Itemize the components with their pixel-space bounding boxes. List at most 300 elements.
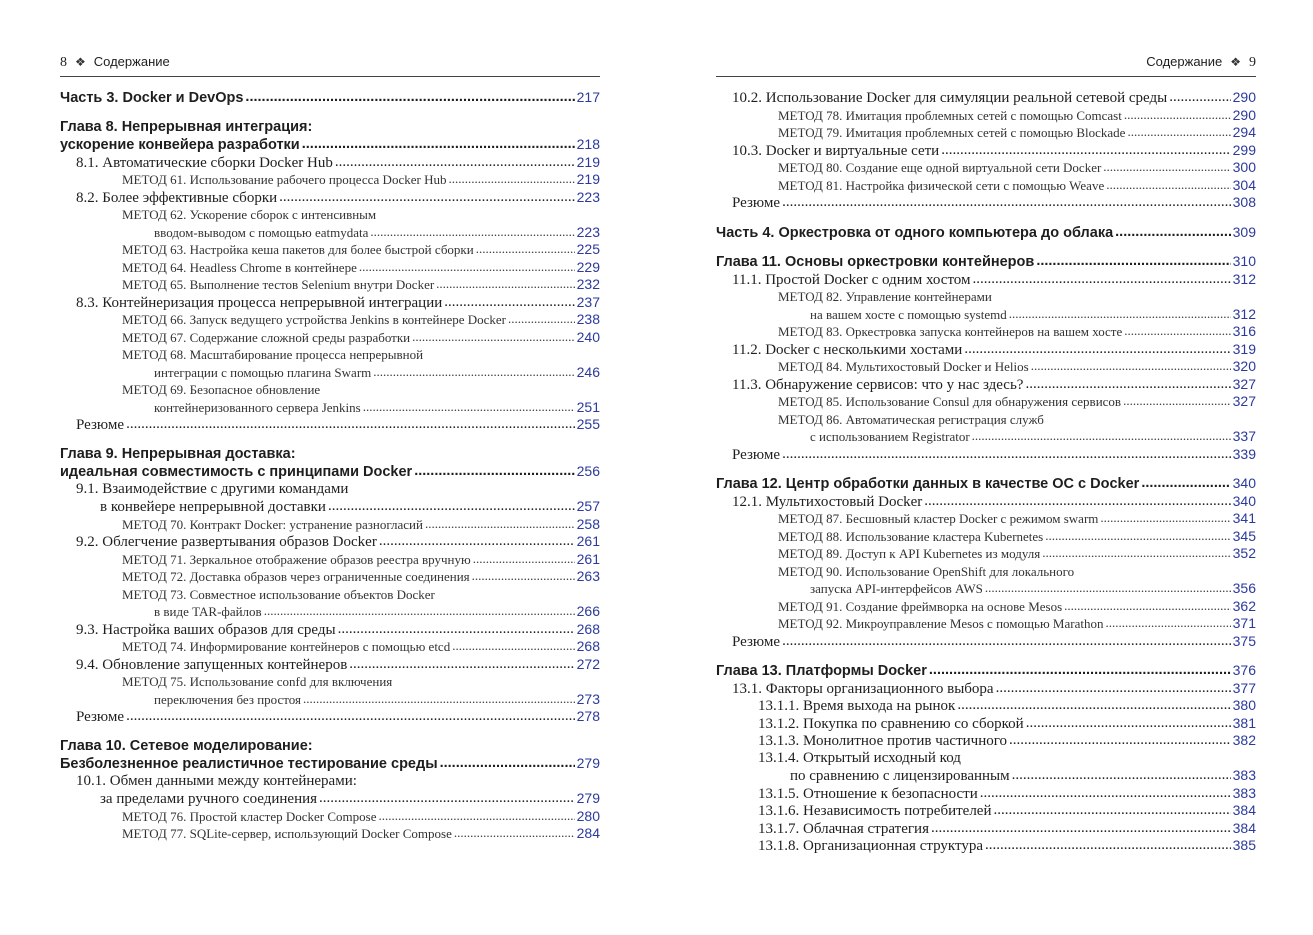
toc-entry-title: запуска API-интерфейсов AWS	[810, 581, 983, 596]
dot-leader	[1115, 224, 1230, 242]
toc-entry-title: 8.2. Более эффективные сборки	[76, 189, 278, 206]
toc-page-number[interactable]: 257	[576, 498, 600, 514]
toc-entry-sec2[interactable]	[716, 750, 1256, 785]
toc-entry-title: МЕТОД 91. Создание фреймворка на основе Mesos	[778, 598, 1063, 614]
toc-page-number[interactable]: 268	[576, 638, 600, 654]
toc-page-number[interactable]: 383	[1232, 767, 1256, 783]
toc-entry-title: МЕТОД 78. Имитация проблемных сетей с помощью Comcast	[778, 107, 1122, 123]
dot-leader	[472, 567, 575, 585]
toc-entry-title: 8.1. Автоматические сборки Docker Hub	[76, 154, 333, 171]
dot-leader	[452, 637, 574, 655]
toc-entry-title: 11.3. Обнаружение сервисов: что у нас здесь?	[732, 376, 1024, 393]
toc-entry-title: МЕТОД 72. Доставка образов через ограниченные соединения	[122, 569, 470, 584]
toc-page-number[interactable]: 261	[576, 550, 600, 567]
toc-page-number[interactable]: 278	[576, 708, 600, 724]
dot-leader	[373, 363, 574, 381]
toc-entry-title: ускорение конвейера разработки	[60, 137, 300, 153]
toc-entry-title: 13.1.1. Время выхода на рынок	[758, 698, 956, 714]
toc-entry-title: МЕТОД 71. Зеркальное отображение образов реестра вручную	[122, 551, 471, 567]
spacer	[60, 434, 600, 446]
toc-entry-title: 13.1.8. Организационная структура	[758, 838, 983, 854]
toc-page-number[interactable]: 304	[1232, 176, 1256, 193]
toc-page-number[interactable]: 341	[1232, 510, 1256, 526]
toc-entry-title-line: Глава 10. Сетевое моделирование:	[60, 737, 313, 754]
toc-entry-sec[interactable]	[716, 89, 1256, 107]
toc-entry-title: МЕТОД 80. Создание еще одной виртуальной сети Docker	[778, 160, 1102, 175]
dot-leader	[973, 271, 1231, 289]
dot-leader	[1042, 544, 1230, 562]
dot-leader	[370, 223, 574, 241]
dot-leader	[1105, 614, 1230, 632]
toc-entry-title: 13.1.7. Облачная стратегия	[758, 820, 929, 837]
toc-entry-title: МЕТОД 83. Оркестровка запуска контейнеров на вашем хосте	[778, 324, 1123, 339]
dot-leader	[379, 807, 575, 825]
toc-entry-title: 12.1. Мультихостовый Docker	[732, 493, 923, 510]
toc-page-number[interactable]: 251	[576, 398, 600, 415]
toc-entry-title: Глава 13. Платформы Docker	[716, 663, 927, 679]
toc-page-number[interactable]: 310	[1232, 253, 1256, 269]
toc-entry-meth[interactable]	[60, 171, 600, 189]
dot-leader	[1100, 509, 1230, 527]
toc-entry-meth[interactable]	[60, 586, 600, 621]
toc-page-number[interactable]: 299	[1232, 141, 1256, 158]
dot-leader	[1009, 305, 1231, 323]
dot-leader	[980, 785, 1231, 803]
toc-entry-meth[interactable]	[60, 638, 600, 656]
dot-leader	[1009, 732, 1231, 750]
toc-entry-title: 13.1.2. Покупка по сравнению со сборкой	[758, 715, 1024, 732]
toc-entry-title: МЕТОД 81. Настройка физической сети с помощью Weave	[778, 177, 1105, 193]
toc-entry-title: МЕТОД 92. Микроуправление Mesos с помощью Marathon	[778, 616, 1104, 631]
toc-entry-meth[interactable]	[60, 381, 600, 416]
toc-entry-title: за пределами ручного соединения	[100, 791, 318, 807]
dot-leader	[924, 493, 1230, 511]
dot-leader	[126, 708, 575, 726]
toc-page-number[interactable]: 340	[1232, 475, 1256, 491]
toc-entry-title: Глава 11. Основы оркестровки контейнеров	[716, 254, 1035, 270]
toc-entry-title: Резюме	[732, 446, 781, 463]
toc-entry-meth[interactable]	[716, 563, 1256, 598]
dot-leader	[1045, 527, 1230, 545]
toc-page-number[interactable]: 316	[1232, 323, 1256, 339]
toc-page-number[interactable]: 218	[576, 136, 600, 152]
toc-entry-title: МЕТОД 76. Простой кластер Docker Compose	[122, 808, 377, 824]
toc-entry-title: 8.3. Контейнеризация процесса непрерывной интеграции	[76, 294, 443, 311]
toc-entry-title-line: МЕТОД 69. Безопасное обновление	[122, 382, 321, 397]
toc-entry-title-line: 10.1. Обмен данными между контейнерами:	[76, 772, 357, 789]
toc-entry-title-line: МЕТОД 82. Управление контейнерами	[778, 289, 992, 304]
toc-entry-title: МЕТОД 67. Содержание сложной среды разработки	[122, 329, 411, 345]
toc-page-number[interactable]: 217	[576, 89, 600, 105]
toc-entry-title: Резюме	[732, 195, 781, 211]
toc-page-number[interactable]: 385	[1232, 837, 1256, 853]
toc-page-number[interactable]: 300	[1232, 159, 1256, 175]
dot-leader	[302, 136, 575, 154]
dot-leader	[454, 824, 575, 842]
toc-page-number[interactable]: 320	[1232, 358, 1256, 374]
toc-entry-title: 9.4. Обновление запущенных контейнеров	[76, 656, 348, 673]
toc-entry-sec[interactable]	[60, 189, 600, 207]
toc-entry-meth[interactable]	[60, 551, 600, 569]
toc-entry-title: МЕТОД 74. Информирование контейнеров с помощью etcd	[122, 639, 451, 654]
toc-entry-title: 10.3. Docker и виртуальные сети	[732, 142, 940, 159]
toc-entry-chap[interactable]	[716, 662, 1256, 680]
toc-entry-chap[interactable]	[716, 253, 1256, 271]
toc-entry-sec[interactable]	[716, 271, 1256, 289]
toc-entry-sec2[interactable]	[716, 697, 1256, 715]
toc-entry-meth[interactable]	[716, 393, 1256, 411]
spacer	[716, 241, 1256, 253]
toc-entry-part[interactable]	[716, 224, 1256, 242]
toc-page-number[interactable]: 272	[576, 655, 600, 672]
toc-entry-title-line: МЕТОД 73. Совместное использование объектов Docker	[122, 586, 435, 602]
toc-entry-title: МЕТОД 66. Запуск ведущего устройства Jenkins в контейнере Docker	[122, 312, 507, 327]
toc-entry-title: МЕТОД 85. Использование Consul для обнаружения сервисов	[778, 394, 1122, 409]
dot-leader	[436, 275, 574, 293]
toc-entry-title: Резюме	[732, 633, 781, 650]
dot-leader	[994, 802, 1231, 820]
toc-entry-sec[interactable]	[60, 294, 600, 312]
toc-page-number[interactable]: 383	[1232, 784, 1256, 801]
toc-page-number[interactable]: 279	[576, 755, 600, 771]
toc-entry-sec2[interactable]	[716, 837, 1256, 855]
toc-entry-sec[interactable]	[716, 493, 1256, 511]
toc-entry-title: на вашем хосте с помощью systemd	[810, 306, 1007, 322]
toc-entry-part[interactable]	[60, 89, 600, 107]
toc-page-number[interactable]: 339	[1232, 445, 1256, 462]
toc-entry-title: по сравнению с лицензированным	[790, 768, 1010, 784]
toc-entry-title-line: Глава 8. Непрерывная интеграция:	[60, 118, 313, 135]
toc-entry-title: в конвейере непрерывной доставки	[100, 499, 326, 515]
dot-leader	[931, 820, 1231, 838]
toc-entry-title-line: 9.1. Взаимодействие с другими командами	[76, 480, 349, 497]
toc-entry-title: МЕТОД 64. Headless Chrome в контейнере	[122, 259, 357, 275]
dot-leader	[349, 656, 574, 674]
toc-entry-meth[interactable]	[60, 808, 600, 826]
toc-entry-resume[interactable]	[716, 194, 1256, 212]
toc-page-number[interactable]: 371	[1232, 615, 1256, 631]
toc-entry-sec[interactable]	[60, 656, 600, 674]
toc-entry-sec2[interactable]	[716, 732, 1256, 750]
toc-right	[716, 89, 1256, 855]
dot-leader	[1036, 253, 1230, 271]
toc-page-number[interactable]: 219	[576, 153, 600, 170]
dot-leader	[1124, 106, 1231, 124]
toc-page-number[interactable]: 312	[1232, 270, 1256, 287]
toc-entry-meth[interactable]	[60, 329, 600, 347]
toc-entry-meth[interactable]	[60, 568, 600, 586]
toc-entry-sec[interactable]	[60, 154, 600, 172]
toc-page-number[interactable]: 232	[576, 276, 600, 292]
toc-entry-title-line: МЕТОД 75. Использование confd для включения	[122, 674, 393, 689]
toc-entry-meth[interactable]	[60, 516, 600, 534]
toc-entry-sec2[interactable]	[716, 715, 1256, 733]
toc-page-number[interactable]: 238	[576, 311, 600, 327]
diamond-ornament-icon: ❖	[75, 55, 86, 69]
toc-page-number[interactable]: 327	[1232, 375, 1256, 392]
page-number: 9	[1249, 55, 1256, 70]
dot-leader	[279, 189, 575, 207]
toc-entry-sec2[interactable]	[716, 802, 1256, 820]
toc-entry-title: 13.1. Факторы организационного выбора	[732, 680, 994, 697]
toc-page-number[interactable]: 279	[576, 790, 600, 806]
toc-entry-title: МЕТОД 70. Контракт Docker: устранение разногласий	[122, 516, 423, 532]
toc-entry-title: МЕТОД 61. Использование рабочего процесса Docker Hub	[122, 172, 447, 187]
dot-leader	[328, 498, 575, 516]
dot-leader	[476, 240, 575, 258]
toc-entry-sec[interactable]	[60, 533, 600, 551]
toc-entry-title: 9.2. Облегчение развертывания образов Docker	[76, 534, 377, 550]
toc-entry-sec[interactable]	[716, 376, 1256, 394]
toc-entry-meth[interactable]	[60, 346, 600, 381]
dot-leader	[1025, 376, 1230, 394]
toc-page-number[interactable]: 223	[576, 223, 600, 240]
toc-entry-sec[interactable]	[716, 680, 1256, 698]
toc-page-number[interactable]: 219	[576, 171, 600, 187]
diamond-ornament-icon: ❖	[1230, 55, 1241, 69]
toc-entry-sec[interactable]	[716, 341, 1256, 359]
dot-leader	[985, 579, 1231, 597]
toc-page-number[interactable]: 263	[576, 568, 600, 584]
dot-leader	[338, 621, 575, 639]
toc-entry-meth[interactable]	[716, 124, 1256, 142]
toc-entry-title: с использованием Registrator	[810, 429, 970, 444]
dot-leader	[1141, 475, 1230, 493]
toc-page-number[interactable]: 356	[1232, 580, 1256, 596]
toc-entry-title: МЕТОД 88. Использование кластера Kubernetes	[778, 528, 1044, 544]
toc-entry-sec[interactable]	[716, 142, 1256, 160]
toc-entry-title-line: МЕТОД 86. Автоматическая регистрация служб	[778, 411, 1044, 427]
toc-page-number[interactable]: 319	[1232, 340, 1256, 357]
toc-page-number[interactable]: 352	[1232, 545, 1256, 561]
toc-entry-title: 11.1. Простой Docker с одним хостом	[732, 271, 971, 288]
dot-leader	[444, 294, 574, 312]
dot-leader	[319, 790, 575, 808]
toc-entry-title: 9.3. Настройка ваших образов для среды	[76, 621, 336, 638]
toc-entry-title: МЕТОД 87. Бесшовный кластер Docker с режимом swarm	[778, 511, 1099, 526]
spacer	[60, 107, 600, 119]
dot-leader	[1064, 597, 1231, 615]
toc-page-number[interactable]: 255	[576, 416, 600, 432]
toc-page-number[interactable]: 384	[1232, 802, 1256, 818]
dot-leader	[448, 170, 574, 188]
toc-entry-meth[interactable]	[60, 276, 600, 294]
left-page	[60, 0, 600, 935]
toc-left	[60, 89, 600, 843]
toc-page-number[interactable]: 327	[1232, 393, 1256, 409]
toc-page-number[interactable]: 376	[1232, 662, 1256, 678]
toc-page-number[interactable]: 229	[576, 258, 600, 275]
page-number: 8	[60, 55, 67, 70]
toc-entry-title: МЕТОД 79. Имитация проблемных сетей с помощью Blockade	[778, 125, 1126, 140]
toc-entry-resume[interactable]	[716, 633, 1256, 651]
toc-entry-title: Часть 4. Оркестровка от одного компьютера до облака	[716, 224, 1114, 241]
toc-entry-chap[interactable]	[60, 446, 600, 481]
toc-entry-meth[interactable]	[716, 510, 1256, 528]
dot-leader	[440, 755, 575, 773]
toc-page-number[interactable]: 345	[1232, 527, 1256, 544]
toc-entry-chap[interactable]	[60, 119, 600, 154]
dot-leader	[929, 662, 1231, 680]
dot-leader	[1124, 322, 1230, 340]
toc-page-number[interactable]: 340	[1232, 492, 1256, 509]
toc-entry-title: контейнеризованного сервера Jenkins	[154, 399, 361, 415]
toc-entry-meth[interactable]	[716, 159, 1256, 177]
dot-leader	[1123, 392, 1231, 410]
toc-entry-title: 10.2. Использование Docker для симуляции реальной сетевой среды	[732, 90, 1168, 106]
toc-entry-meth[interactable]	[716, 411, 1256, 446]
toc-page-number[interactable]: 290	[1232, 106, 1256, 123]
toc-page-number[interactable]: 268	[576, 620, 600, 637]
running-title: Содержание	[93, 54, 170, 69]
toc-page-number[interactable]: 377	[1232, 679, 1256, 696]
spacer	[716, 212, 1256, 224]
toc-entry-meth[interactable]	[716, 177, 1256, 195]
dot-leader	[972, 427, 1231, 445]
dot-leader	[335, 154, 575, 172]
toc-entry-meth[interactable]	[716, 598, 1256, 616]
toc-page-number[interactable]: 312	[1232, 305, 1256, 322]
toc-entry-title: Глава 12. Центр обработки данных в качестве ОС с Docker	[716, 476, 1140, 492]
toc-page-number[interactable]: 362	[1232, 597, 1256, 614]
dot-leader	[782, 633, 1231, 651]
toc-page-number[interactable]: 308	[1232, 194, 1256, 210]
dot-leader	[359, 258, 575, 276]
toc-entry-chap[interactable]	[60, 738, 600, 773]
toc-entry-title: Часть 3. Docker и DevOps	[60, 90, 244, 106]
dot-leader	[1106, 176, 1230, 194]
toc-entry-resume[interactable]	[60, 708, 600, 726]
dot-leader	[957, 697, 1230, 715]
toc-entry-title: МЕТОД 77. SQLite-сервер, использующий Docker Compose	[122, 826, 452, 841]
toc-entry-meth[interactable]	[716, 528, 1256, 546]
toc-entry-title: Безболезненное реалистичное тестирование среды	[60, 756, 438, 772]
toc-entry-sec[interactable]	[60, 773, 600, 808]
toc-entry-chap[interactable]	[716, 475, 1256, 493]
toc-page-number[interactable]: 337	[1232, 428, 1256, 444]
dot-leader	[782, 194, 1231, 212]
toc-entry-sec[interactable]	[60, 621, 600, 639]
dot-leader	[379, 533, 575, 551]
toc-entry-title-line: МЕТОД 68. Масштабирование процесса непрерывной	[122, 347, 424, 362]
dot-leader	[425, 515, 575, 533]
toc-page-number[interactable]: 384	[1232, 819, 1256, 836]
toc-entry-meth[interactable]	[60, 673, 600, 708]
dot-leader	[363, 398, 575, 416]
toc-page-number[interactable]: 258	[576, 515, 600, 532]
toc-entry-title-line: МЕТОД 62. Ускорение сборок с интенсивным	[122, 207, 377, 222]
toc-entry-title: МЕТОД 89. Доступ к API Kubernetes из модуля	[778, 546, 1041, 561]
dot-leader	[1103, 158, 1230, 176]
toc-entry-title: МЕТОД 63. Настройка кеша пакетов для более быстрой сборки	[122, 242, 474, 257]
toc-entry-title: переключения без простоя	[154, 691, 302, 707]
toc-page-number[interactable]: 246	[576, 363, 600, 380]
toc-page-number[interactable]: 309	[1232, 223, 1256, 240]
dot-leader	[126, 416, 575, 434]
toc-entry-meth[interactable]	[60, 206, 600, 241]
toc-page-number[interactable]: 225	[576, 241, 600, 257]
toc-entry-title: МЕТОД 84. Мультихостовый Docker и Helios	[778, 359, 1029, 374]
toc-entry-title: Резюме	[76, 417, 125, 433]
toc-entry-meth[interactable]	[60, 259, 600, 277]
toc-page-number[interactable]: 290	[1232, 89, 1256, 105]
dot-leader	[414, 463, 574, 481]
dot-leader	[996, 680, 1231, 698]
dot-leader	[1169, 89, 1230, 107]
toc-entry-sec2[interactable]	[716, 785, 1256, 803]
toc-entry-title: вводом-выводом с помощью eatmydata	[154, 224, 369, 240]
toc-entry-meth[interactable]	[60, 241, 600, 259]
toc-page-number[interactable]: 294	[1232, 124, 1256, 140]
spacer	[716, 650, 1256, 662]
toc-entry-resume[interactable]	[716, 446, 1256, 464]
dot-leader	[1031, 357, 1231, 375]
toc-entry-meth[interactable]	[716, 107, 1256, 125]
dot-leader	[964, 341, 1230, 359]
toc-page-number[interactable]: 237	[576, 293, 600, 310]
toc-entry-meth[interactable]	[716, 323, 1256, 341]
toc-page-number[interactable]: 266	[576, 603, 600, 619]
right-page	[716, 0, 1256, 935]
dot-leader	[303, 690, 575, 708]
toc-entry-title-line: 13.1.4. Открытый исходный код	[758, 749, 961, 766]
dot-leader	[1127, 123, 1230, 141]
toc-entry-title: 13.1.6. Независимость потребителей	[758, 803, 992, 819]
toc-page-number[interactable]: 280	[576, 807, 600, 824]
toc-entry-sec2[interactable]	[716, 820, 1256, 838]
toc-page-number[interactable]: 381	[1232, 714, 1256, 731]
toc-entry-title: идеальная совместимость с принципами Docker	[60, 464, 413, 480]
toc-page-number[interactable]: 223	[576, 188, 600, 205]
running-title: Содержание	[1146, 54, 1223, 69]
toc-page-number[interactable]: 240	[576, 328, 600, 345]
dot-leader	[941, 142, 1230, 160]
dot-leader	[473, 550, 575, 568]
spacer	[716, 463, 1256, 475]
spacer	[60, 726, 600, 738]
toc-entry-title-line: МЕТОД 90. Использование OpenShift для локального	[778, 563, 1075, 579]
dot-leader	[508, 310, 575, 328]
toc-entry-meth[interactable]	[716, 288, 1256, 323]
dot-leader	[1012, 767, 1231, 785]
dot-leader	[985, 837, 1231, 855]
dot-leader	[782, 446, 1231, 464]
toc-page-number[interactable]: 261	[576, 533, 600, 549]
toc-entry-title: МЕТОД 65. Выполнение тестов Selenium внутри Docker	[122, 277, 435, 292]
toc-page-number[interactable]: 382	[1232, 732, 1256, 748]
toc-entry-title: 13.1.3. Монолитное против частичного	[758, 733, 1008, 749]
toc-entry-title: 13.1.5. Отношение к безопасности	[758, 785, 978, 802]
toc-page-number[interactable]: 284	[576, 825, 600, 841]
toc-page-number[interactable]: 256	[576, 463, 600, 479]
toc-entry-title: в виде TAR-файлов	[154, 604, 262, 619]
toc-entry-title: Резюме	[76, 709, 125, 725]
toc-entry-resume[interactable]	[60, 416, 600, 434]
left-page-header	[60, 44, 600, 77]
toc-entry-meth[interactable]	[716, 545, 1256, 563]
toc-page-number[interactable]: 380	[1232, 697, 1256, 713]
toc-entry-title: интеграции с помощью плагина Swarm	[154, 364, 372, 380]
toc-entry-meth[interactable]	[60, 825, 600, 843]
toc-page-number[interactable]: 375	[1232, 632, 1256, 649]
dot-leader	[1026, 715, 1231, 733]
toc-entry-title: 11.2. Docker с несколькими хостами	[732, 341, 963, 358]
toc-entry-meth[interactable]	[60, 311, 600, 329]
toc-entry-sec[interactable]	[60, 481, 600, 516]
toc-entry-meth[interactable]	[716, 358, 1256, 376]
toc-entry-meth[interactable]	[716, 615, 1256, 633]
toc-page-number[interactable]: 273	[576, 690, 600, 707]
